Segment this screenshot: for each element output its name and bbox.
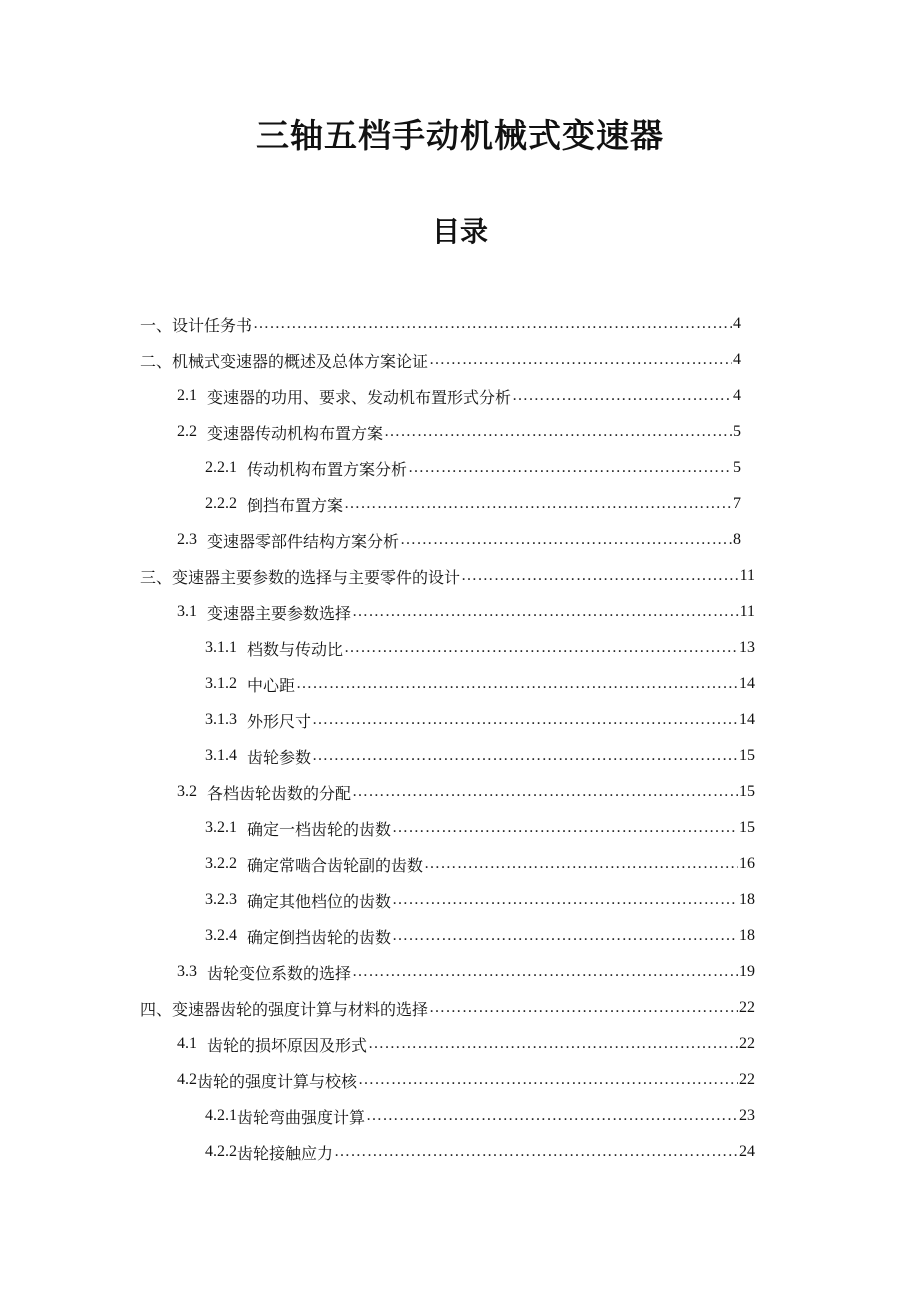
toc-entry-page: 15 (739, 819, 755, 836)
toc-entry-chapter-3[interactable] (140, 561, 755, 591)
dot-leader (429, 351, 732, 369)
toc-entry-page: 5 (733, 423, 741, 440)
toc-entry-number: 3.2.3 (205, 891, 237, 908)
toc-entry-2-1[interactable] (177, 381, 741, 411)
toc-entry-title: 变速器主要参数选择 (207, 603, 352, 623)
toc-entry-title: 齿轮的损坏原因及形式 (207, 1035, 368, 1055)
toc-entry-3-3[interactable] (177, 957, 755, 987)
toc-entry-3-1[interactable] (177, 597, 755, 627)
toc-entry-title: 齿轮弯曲强度计算 (237, 1107, 366, 1127)
toc-entry-page: 23 (739, 1107, 755, 1124)
toc-entry-number: 4.2 (177, 1071, 197, 1088)
toc-entry-number: 2.1 (177, 387, 197, 404)
toc-entry-4-2-1[interactable] (205, 1101, 755, 1131)
toc-entry-chapter-4[interactable] (140, 993, 755, 1023)
toc-entry-title: 齿轮接触应力 (237, 1143, 334, 1163)
dot-leader (461, 567, 739, 585)
toc-entry-4-1[interactable] (177, 1029, 755, 1059)
dot-leader (408, 459, 732, 477)
dot-leader (352, 603, 739, 621)
toc-entry-number: 3.2.2 (205, 855, 237, 872)
toc-entry-title: 变速器零部件结构方案分析 (207, 531, 400, 551)
dot-leader (352, 963, 738, 981)
toc-entry-number: 3.3 (177, 963, 197, 980)
toc-entry-number: 4.2.2 (205, 1143, 237, 1160)
toc-entry-title: 变速器的功用、要求、发动机布置形式分析 (207, 387, 512, 407)
toc-entry-page: 16 (739, 855, 755, 872)
dot-leader (392, 819, 738, 837)
toc-entry-title: 中心距 (247, 675, 296, 695)
toc-entry-title: 倒挡布置方案 (247, 495, 344, 515)
dot-leader (392, 927, 738, 945)
dot-leader (366, 1107, 738, 1125)
dot-leader (296, 675, 738, 693)
dot-leader (312, 711, 738, 729)
toc-entry-page: 5 (733, 459, 741, 476)
toc-entry-page: 4 (733, 351, 741, 368)
toc-heading: 目录 (431, 215, 488, 248)
toc-entry-3-2[interactable] (177, 777, 755, 807)
toc-entry-title: 二、机械式变速器的概述及总体方案论证 (140, 351, 429, 371)
toc-entry-3-2-1[interactable] (205, 813, 755, 843)
toc-entry-number: 2.2 (177, 423, 197, 440)
dot-leader (312, 747, 738, 765)
toc-entry-page: 18 (739, 891, 755, 908)
toc-entry-number: 3.1.1 (205, 639, 237, 656)
toc-entry-4-2-2[interactable] (205, 1137, 755, 1167)
dot-leader (400, 531, 732, 549)
toc-entry-page: 18 (739, 927, 755, 944)
toc-entry-title: 各档齿轮齿数的分配 (207, 783, 352, 803)
toc-entry-title: 四、变速器齿轮的强度计算与材料的选择 (140, 999, 429, 1019)
toc-entry-number: 2.2.2 (205, 495, 237, 512)
toc-entry-number: 2.3 (177, 531, 197, 548)
toc-entry-page: 22 (739, 1071, 755, 1088)
toc-entry-page: 19 (739, 963, 755, 980)
toc-entry-2-2-2[interactable] (205, 489, 741, 519)
dot-leader (344, 495, 732, 513)
toc-entry-chapter-1[interactable] (140, 309, 741, 339)
toc-entry-3-1-3[interactable] (205, 705, 755, 735)
dot-leader (424, 855, 738, 873)
dot-leader (358, 1071, 738, 1089)
toc-entry-page: 11 (739, 567, 755, 584)
toc-entry-page: 22 (739, 999, 755, 1016)
toc-entry-title: 确定一档齿轮的齿数 (247, 819, 392, 839)
toc-entry-2-3[interactable] (177, 525, 741, 555)
toc-entry-title: 档数与传动比 (247, 639, 344, 659)
dot-leader (344, 639, 738, 657)
toc-entry-title: 确定常啮合齿轮副的齿数 (247, 855, 424, 875)
toc-entry-title: 一、设计任务书 (140, 315, 253, 335)
toc-entry-title: 变速器传动机构布置方案 (207, 423, 384, 443)
toc-entry-2-2-1[interactable] (205, 453, 741, 483)
dot-leader (384, 423, 732, 441)
toc-entry-title: 外形尺寸 (247, 711, 312, 731)
toc-entry-number: 3.2.4 (205, 927, 237, 944)
toc-entry-page: 11 (739, 603, 755, 620)
dot-leader (392, 891, 738, 909)
toc-entry-3-2-2[interactable] (205, 849, 755, 879)
toc-entry-number: 2.2.1 (205, 459, 237, 476)
toc-entry-chapter-2[interactable] (140, 345, 741, 375)
toc-entry-title: 三、变速器主要参数的选择与主要零件的设计 (140, 567, 461, 587)
toc-entry-page: 4 (733, 387, 741, 404)
dot-leader (512, 387, 732, 405)
toc-entry-title: 确定其他档位的齿数 (247, 891, 392, 911)
toc-entry-title: 传动机构布置方案分析 (247, 459, 408, 479)
toc-entry-page: 13 (739, 639, 755, 656)
toc-entry-page: 14 (739, 675, 755, 692)
toc-entry-page: 14 (739, 711, 755, 728)
toc-entry-page: 7 (733, 495, 741, 512)
toc-entry-3-1-1[interactable] (205, 633, 755, 663)
toc-entry-3-1-4[interactable] (205, 741, 755, 771)
toc-entry-page: 15 (739, 747, 755, 764)
toc-entry-number: 4.1 (177, 1035, 197, 1052)
toc-entry-number: 3.2.1 (205, 819, 237, 836)
toc-entry-number: 3.1.3 (205, 711, 237, 728)
toc-entry-number: 3.2 (177, 783, 197, 800)
dot-leader (352, 783, 738, 801)
toc-entry-number: 3.1 (177, 603, 197, 620)
toc-entry-page: 15 (739, 783, 755, 800)
dot-leader (368, 1035, 738, 1053)
toc-entry-title: 齿轮的强度计算与校核 (197, 1071, 358, 1091)
toc-entry-number: 4.2.1 (205, 1107, 237, 1124)
dot-leader (334, 1143, 738, 1161)
toc-entry-page: 24 (739, 1143, 755, 1160)
toc-entry-title: 齿轮变位系数的选择 (207, 963, 352, 983)
toc-entry-title: 确定倒挡齿轮的齿数 (247, 927, 392, 947)
toc-entry-3-1-2[interactable] (205, 669, 755, 699)
toc-entry-title: 齿轮参数 (247, 747, 312, 767)
toc-entry-3-2-4[interactable] (205, 921, 755, 951)
toc-entry-page: 8 (733, 531, 741, 548)
toc-entry-3-2-3[interactable] (205, 885, 755, 915)
dot-leader (429, 999, 738, 1017)
dot-leader (253, 315, 732, 333)
toc-entry-2-2[interactable] (177, 417, 741, 447)
toc-entry-number: 3.1.2 (205, 675, 237, 692)
toc-entry-page: 22 (739, 1035, 755, 1052)
toc-entry-4-2[interactable] (177, 1065, 755, 1095)
document-title: 三轴五档手动机械式变速器 (256, 116, 664, 155)
toc-entry-page: 4 (733, 315, 741, 332)
toc-entry-number: 3.1.4 (205, 747, 237, 764)
